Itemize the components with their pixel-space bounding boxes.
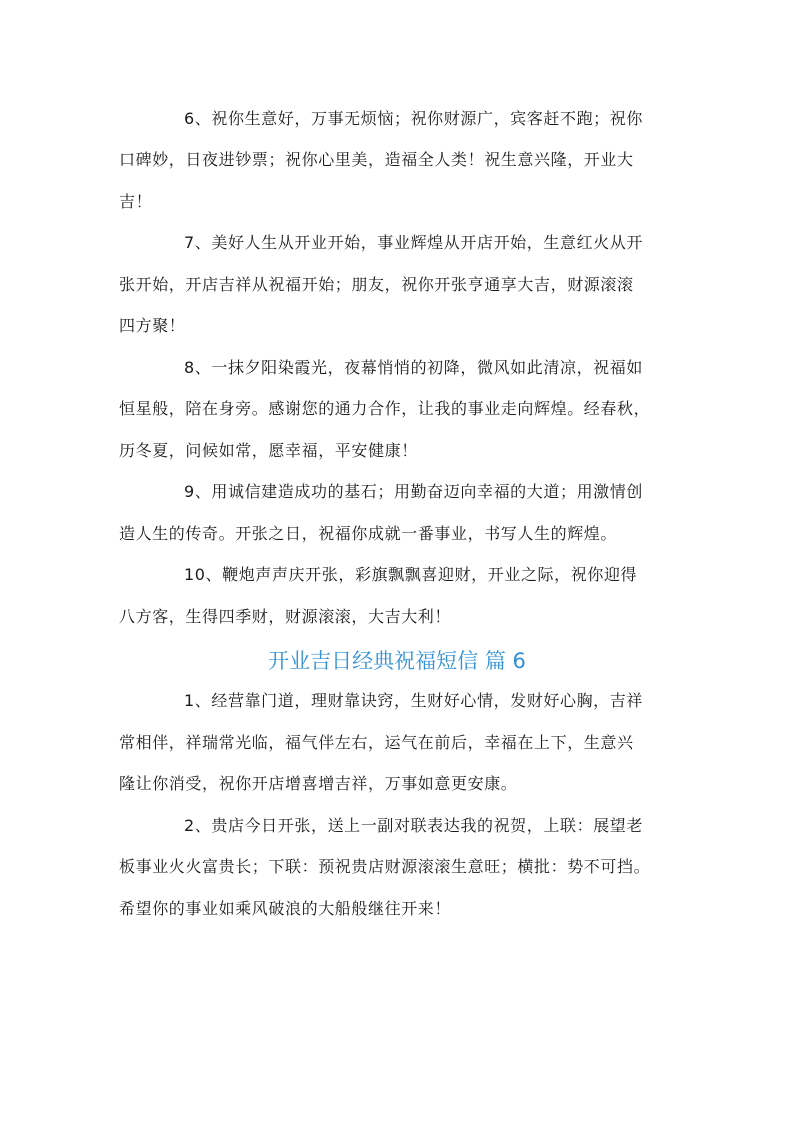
s2-paragraph-2-line-3: 希望你的事业如乘风破浪的大船般继往开来！ [119,899,452,918]
s2-paragraph-1-line-3: 隆让你消受，祝你开店增喜增吉祥，万事如意更安康。 [119,774,518,793]
s2-paragraph-1-line-1: 1、经营靠门道，理财靠诀窍，生财好心情，发财好心胸，吉祥 [184,691,643,710]
paragraph-7-line-2: 张开始，开店吉祥从祝福开始；朋友，祝你开张亨通享大吉，财源滚滚 [119,275,634,294]
paragraph-7-line-3: 四方聚！ [119,316,186,335]
paragraph-8-line-2: 恒星般，陪在身旁。感谢您的通力合作，让我的事业走向辉煌。经春秋， [119,399,651,418]
section-heading: 开业吉日经典祝福短信 篇 6 [268,649,526,673]
paragraph-8-line-3: 历冬夏，问候如常，愿幸福，平安健康！ [119,441,418,460]
paragraph-6-line-2: 口碑妙，日夜进钞票；祝你心里美，造福全人类！祝生意兴隆，开业大 [119,150,634,169]
paragraph-6-line-3: 吉！ [119,192,153,211]
paragraph-9-line-1: 9、用诚信建造成功的基石；用勤奋迈向幸福的大道；用激情创 [184,482,643,501]
paragraph-10-line-2: 八方客，生得四季财，财源滚滚，大吉大利！ [119,607,452,626]
paragraph-6-line-1: 6、祝你生意好，万事无烦恼；祝你财源广，宾客赶不跑；祝你 [184,109,643,128]
paragraph-7-line-1: 7、美好人生从开业开始，事业辉煌从开店开始，生意红火从开 [184,233,643,252]
paragraph-9-line-2: 造人生的传奇。开张之日，祝福你成就一番事业，书写人生的辉煌。 [119,524,618,543]
s2-paragraph-2-line-2: 板事业火火富贵长；下联：预祝贵店财源滚滚生意旺；横批：势不可挡。 [119,857,651,876]
paragraph-8-line-1: 8、一抹夕阳染霞光，夜幕悄悄的初降，微风如此清凉，祝福如 [184,358,643,377]
paragraph-10-line-1: 10、鞭炮声声庆开张，彩旗飘飘喜迎财，开业之际，祝你迎得 [184,565,638,584]
s2-paragraph-1-line-2: 常相伴，祥瑞常光临，福气伴左右，运气在前后，幸福在上下，生意兴 [119,733,634,752]
s2-paragraph-2-line-1: 2、贵店今日开张，送上一副对联表达我的祝贺，上联：展望老 [184,816,643,835]
